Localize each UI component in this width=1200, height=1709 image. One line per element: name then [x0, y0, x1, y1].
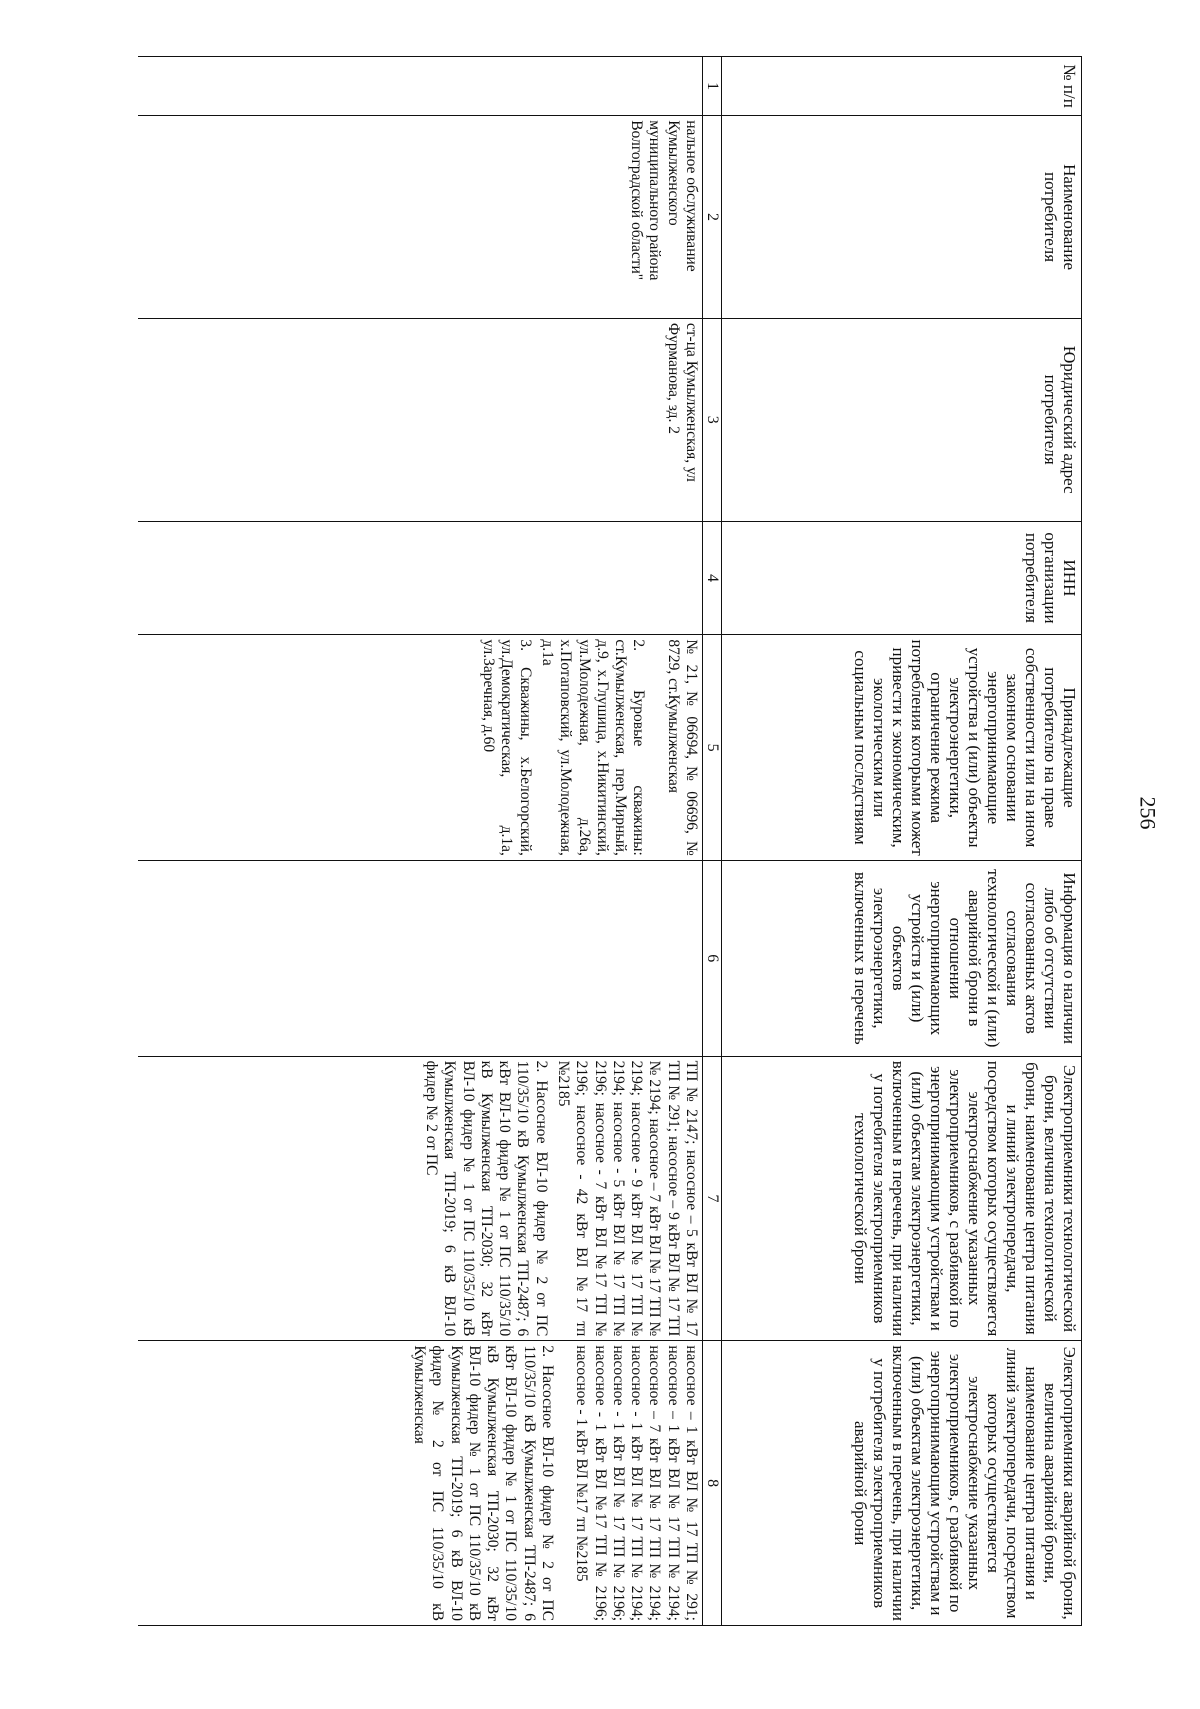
cell-technological-reserve: [138, 1056, 703, 1341]
column-number: 7: [703, 1056, 722, 1341]
column-number: 2: [703, 116, 722, 319]
devices-paragraph: 2. Буровые скважины: ст.Кумылженская, пер.Мирный, д.9, х.Глушица, х.Никитинский, ул.Молодежная, д.26а, х.Потаповский, ул.Молодежная, д.1а: [539, 639, 648, 856]
tech-reserve-paragraph: 2. Насосное ВЛ-10 фидер № 2 от ПС 110/35/10 кВ Кумылженская ТП-2487; 6 кВт ВЛ-10 фидер № 1 от ПС 110/35/10 кВ Кумылженская ТП-2030; 32 кВт ВЛ-10 фидер № 1 от ПС 110/35/10 кВ Кумылженская ТП-2019; 6 кВ ВЛ-10 фидер № 2 от ПС: [423, 1060, 550, 1337]
emergency-reserve-paragraph: насосное – 1 кВт ВЛ № 17 ТП № 291; насосное – 1 кВт ВЛ № 17 ТП № 2194; насосное – 7 кВт ВЛ № 17 ТП № 2194; насосное - 1 кВт ВЛ № 17 ТП № 2194; насосное - 1 кВт ВЛ № 17 ТП № 2196; насосное - 1 кВт ВЛ №17 ТП № 2196; насосное - 1 кВт ВЛ №17 тп №2185: [573, 1345, 700, 1621]
header-emergency-reserve: Электроприемники аварийной брони, величина аварийной брони, наименование центра питания и линий электропередачи, посредством которых осуществляется электроснабжение указанных электроприемников, с разбивкой по энергопринимающим устройствам и (или) объектам электроэнергетики, включенным в перечень, при наличии у потребителя электроприемников аварийной брони: [722, 1341, 1082, 1626]
header-agreements: Информация о наличии либо об отсутствии согласованных актов согласования технологической и (или) аварийной брони в отношении энергопринимающих устройств и (или) объектов электроэнергетики, включенных в перечень: [722, 860, 1082, 1056]
table-row: [138, 57, 703, 1626]
column-number: 5: [703, 635, 722, 860]
rotated-table-container: [102, 56, 1082, 1626]
page-number: 256: [1135, 796, 1161, 830]
header-inn: ИНН организации потребителя: [722, 521, 1082, 635]
cell-agreements: [138, 860, 703, 1056]
cell-devices: [138, 635, 703, 860]
column-number: 6: [703, 860, 722, 1056]
consumer-table: [138, 56, 1082, 1626]
column-number: 4: [703, 521, 722, 635]
header-legal-address: Юридический адрес потребителя: [722, 318, 1082, 521]
header-technological-reserve: Электроприемники технологической брони, величина технологической брони, наименование центра питания и линий электропередачи, посредством которых осуществляется электроснабжение указанных электроприемников, с разбивкой по энергопринимающим устройствам и (или) объектам электроэнергетики, включенным в перечень, при наличии у потребителя электроприемников технологической брони: [722, 1056, 1082, 1341]
column-number-row: [703, 57, 722, 1626]
devices-paragraph: № 21, № 06694, № 06696, № 8729, ст.Кумылженская: [664, 639, 700, 856]
cell-number: [138, 57, 703, 116]
devices-paragraph: 3. Скважины, х.Белогорский, ул.Демократическая, д.1а, ул.Заречная, д.60: [480, 639, 534, 856]
tech-reserve-paragraph: ТП № 2147; насосное – 5 кВт ВЛ № 17 ТП № 291; насосное – 9 кВт ВЛ № 17 ТП № 2194; насосное – 7 кВт ВЛ № 17 ТП № 2194; насосное - 9 кВт ВЛ № 17 ТП № 2194; насосное - 5 кВт ВЛ № 17 ТП № 2196; насосное - 7 кВт ВЛ №17 ТП № 2196; насосное - 42 кВт ВЛ №17 тп №2185: [555, 1060, 700, 1337]
column-number: 3: [703, 318, 722, 521]
header-consumer-name: Наименование потребителя: [722, 116, 1082, 319]
cell-emergency-reserve: [138, 1341, 703, 1626]
column-number: 8: [703, 1341, 722, 1626]
cell-legal-address: ст-ца Кумылженская, ул Фурманова, зд. 2: [138, 318, 703, 521]
emergency-reserve-paragraph: 2. Насосное ВЛ-10 фидер № 2 от ПС 110/35/10 кВ Кумылженская ТП-2487; 6 кВт ВЛ-10 фидер № 1 от ПС 110/35/10 кВ Кумылженская ТП-2030; 32 кВт ВЛ-10 фидер № 1 от ПС 110/35/10 кВ Кумылженская ТП-2019; 6 кВ ВЛ-10 фидер № 2 от ПС 110/35/10 кВ Кумылженская: [411, 1345, 557, 1621]
header-number: № п/п: [722, 57, 1082, 116]
header-row: [722, 57, 1082, 1626]
cell-inn: [138, 521, 703, 635]
column-number: 1: [703, 57, 722, 116]
header-devices: Принадлежащие потребителю на праве собственности или на ином законном основании энергопринимающие устройства и (или) объекты электроэнергетики, ограничение режима потребления которыми может привести к экономическим, экологическим или социальным последствиям: [722, 635, 1082, 860]
cell-consumer-name: нальное обслуживание Кумылженского муниципального района Волгоградской области": [138, 116, 703, 319]
